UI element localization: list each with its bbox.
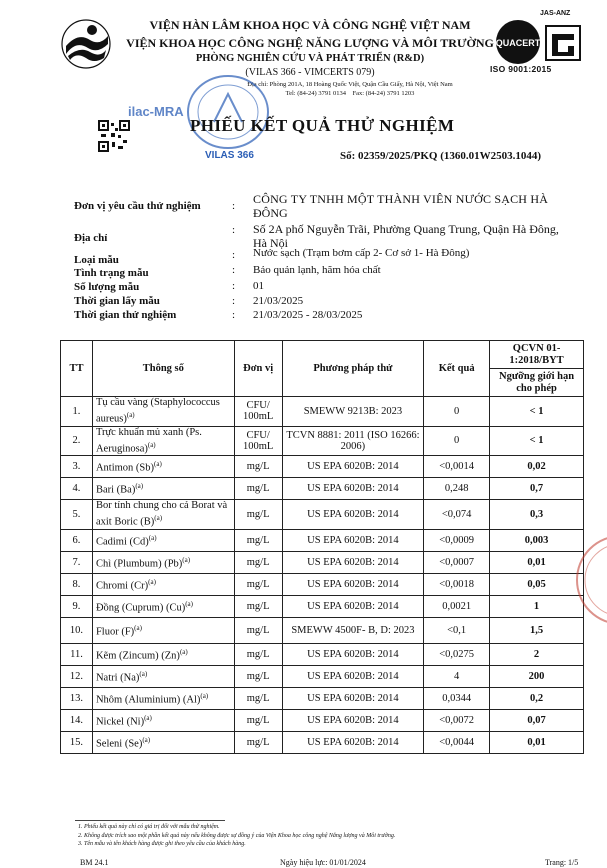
cell-unit-text: mg/L: [246, 461, 270, 472]
cell-param: [92, 397, 234, 427]
cell-method: [282, 397, 424, 427]
cell-method: [282, 500, 424, 530]
cell-unit-text: mg/L: [246, 715, 270, 726]
cell-tt: [61, 644, 93, 666]
header-limit: Ngưỡng giới hạn cho phép: [490, 369, 584, 397]
cell-method-text: SMEWW 9213B: 2023: [303, 405, 403, 417]
cell-param-sup: (a): [134, 624, 142, 633]
cell-tt: [61, 710, 93, 732]
cell-result: [424, 688, 490, 710]
cell-limit: [490, 397, 584, 427]
cell-unit-text: mg/L: [246, 483, 270, 494]
cell-method-text: US EPA 6020B: 2014: [307, 601, 399, 612]
sample-type-label: Loại mẫu: [74, 254, 119, 266]
cell-limit: [490, 500, 584, 530]
cell-limit-text: 2: [533, 649, 540, 660]
fax-text: Fax: (84-24) 3791 1203: [352, 90, 415, 97]
cell-result: [424, 666, 490, 688]
cell-param-sup: (a): [135, 482, 144, 491]
results-body: [61, 397, 584, 754]
cell-limit: [490, 574, 584, 596]
cell-param: [92, 666, 234, 688]
table-row: [61, 397, 584, 427]
cell-limit-text: 0,3: [529, 509, 544, 520]
footnotes: [78, 823, 395, 849]
test-time-value: 21/03/2025 - 28/03/2025: [253, 309, 363, 321]
cell-result-text: 0,0021: [442, 601, 472, 612]
cell-method-text: US EPA 6020B: 2014: [307, 535, 399, 546]
cell-result: [424, 596, 490, 618]
cell-unit: [234, 552, 282, 574]
header-result: Kết quả: [424, 341, 490, 397]
cell-result: [424, 456, 490, 478]
cell-limit: [490, 666, 584, 688]
cell-method: [282, 456, 424, 478]
cell-limit: [490, 688, 584, 710]
cell-result: [424, 500, 490, 530]
document-number: Số: 02359/2025/PKQ (1360.01W2503.1044): [340, 150, 542, 162]
cell-limit: [490, 426, 584, 456]
cell-param-text: Bari (Ba): [95, 484, 136, 496]
cell-limit: [490, 732, 584, 754]
cell-limit: [490, 456, 584, 478]
footnote-2: 2. Không được trích sao một phần kết quả này nếu không được sự đồng ý của Viện Khoa học công nghệ Năng lượng và Môi trường.: [78, 832, 396, 839]
cell-unit-text: mg/L: [246, 601, 270, 612]
phone-text: Tel: (84-24) 3791 0134: [285, 90, 346, 97]
cell-tt: [61, 688, 93, 710]
table-row: [61, 618, 584, 644]
iso-label: ISO 9001:2015: [490, 64, 552, 74]
cell-result: [424, 732, 490, 754]
cell-unit-text: mg/L: [246, 737, 270, 748]
vilas-label: VILAS 366: [205, 150, 254, 161]
cell-tt-text: 15.: [69, 737, 84, 748]
cell-result: [424, 478, 490, 500]
cell-limit: [490, 478, 584, 500]
cell-tt-text: 11.: [70, 649, 83, 660]
cell-result-text: 4: [454, 671, 460, 682]
requester-label: Đơn vị yêu cầu thử nghiệm: [74, 200, 201, 212]
cell-method-text: TCVN 8881: 2011 (ISO 16266: 2006): [286, 429, 420, 452]
jas-anz-label: JAS-ANZ: [540, 10, 571, 17]
table-row: [61, 426, 584, 456]
cell-param: [92, 478, 234, 500]
cell-method: [282, 732, 424, 754]
cell-param-text: Chromi (Cr): [95, 580, 149, 592]
cell-param: [92, 596, 234, 618]
cell-unit: [234, 426, 282, 456]
cell-tt-text: 13.: [69, 693, 84, 704]
form-code: BM 24.1: [80, 858, 109, 867]
cell-unit: [234, 478, 282, 500]
cell-param: [92, 574, 234, 596]
effective-date: Ngày hiệu lực: 01/01/2024: [280, 858, 366, 867]
cell-tt: [61, 666, 93, 688]
cell-limit-text: < 1: [529, 435, 544, 447]
document-title: PHIẾU KẾT QUẢ THỬ NGHIỆM: [190, 116, 455, 135]
cell-param-text: Fluor (F): [95, 626, 135, 638]
cell-result-text: <0,0018: [439, 579, 475, 590]
cell-tt-text: 12.: [69, 671, 84, 682]
table-row: [61, 666, 584, 688]
cell-result-text: <0,1: [447, 625, 467, 636]
cell-unit: [234, 456, 282, 478]
cell-param-sup: (a): [148, 534, 157, 543]
cell-tt: [61, 397, 93, 427]
cell-result-text: <0,0072: [439, 715, 475, 726]
cell-param-sup: (a): [185, 600, 193, 609]
cell-param-text: Trực khuẩn mủ xanh (Ps. Aeruginosa): [95, 426, 202, 454]
cell-method-text: US EPA 6020B: 2014: [307, 649, 399, 660]
cell-limit-text: 1,5: [529, 625, 544, 636]
cell-tt: [61, 732, 93, 754]
sample-qty-value: 01: [253, 280, 264, 292]
sample-state-value: Bảo quản lạnh, hãm hóa chất: [253, 264, 381, 276]
cell-result: [424, 710, 490, 732]
cell-param-sup: (a): [200, 692, 209, 701]
cell-param-sup: (a): [139, 670, 148, 679]
cell-result: [424, 426, 490, 456]
cell-unit-text: mg/L: [246, 535, 270, 546]
cell-param-text: Bor tính chung cho cả Borat và axit Boric (B): [95, 500, 228, 528]
test-time-label: Thời gian thử nghiệm: [74, 309, 177, 321]
cell-param-sup: (a): [154, 460, 162, 469]
cell-method: [282, 666, 424, 688]
cell-tt: [61, 530, 93, 552]
cell-result-text: <0,0007: [439, 557, 475, 568]
sampling-time-label: Thời gian lấy mẫu: [74, 295, 160, 307]
header-line-3: PHÒNG NGHIÊN CỨU VÀ PHÁT TRIỂN (R&D): [195, 53, 425, 64]
cell-method: [282, 530, 424, 552]
header-unit: Đơn vị: [234, 341, 282, 397]
cell-param: [92, 732, 234, 754]
cell-param-sup: (a): [144, 714, 152, 723]
cell-tt-text: 10.: [69, 625, 84, 636]
header-line-2: VIỆN KHOA HỌC CÔNG NGHỆ NĂNG LƯỢNG VÀ MÔI TRƯỜNG: [126, 36, 494, 50]
cell-param-text: Nickel (Ni): [95, 716, 145, 728]
cell-result-text: <0,0014: [439, 461, 475, 472]
cell-tt-text: 7.: [72, 557, 81, 568]
sample-type-value: Nước sạch (Trạm bơm cấp 2- Cơ sở 1- Hà Đông): [253, 247, 470, 259]
cell-method: [282, 574, 424, 596]
cell-tt-text: 4.: [72, 483, 81, 494]
header-qcvn: QCVN 01-1:2018/BYT: [490, 341, 584, 369]
cell-limit: [490, 618, 584, 644]
requester-value-2: ĐÔNG: [253, 206, 288, 220]
cell-result: [424, 644, 490, 666]
cell-limit: [490, 644, 584, 666]
cell-unit-text: mg/L: [246, 649, 270, 660]
cell-result-text: <0,074: [441, 509, 472, 520]
cell-limit: [490, 552, 584, 574]
cell-param-text: Cadimi (Cd): [95, 536, 149, 548]
colon: :: [232, 264, 236, 276]
cell-tt: [61, 478, 93, 500]
cell-result-text: 0,248: [444, 483, 469, 494]
cell-unit: [234, 397, 282, 427]
cell-unit: [234, 666, 282, 688]
cell-limit-text: 0,01: [527, 557, 546, 568]
cell-unit-text: mg/L: [246, 579, 270, 590]
cell-limit-text: 0,07: [527, 715, 546, 726]
cell-unit-text: mg/L: [246, 557, 270, 568]
cell-method: [282, 688, 424, 710]
cell-param: [92, 456, 234, 478]
cell-method: [282, 478, 424, 500]
header-method: Phương pháp thử: [282, 341, 424, 397]
header-line-1: VIỆN HÀN LÂM KHOA HỌC VÀ CÔNG NGHỆ VIỆT NAM: [149, 18, 471, 32]
cell-unit-text: CFU/ 100mL: [242, 429, 274, 452]
cell-method-text: US EPA 6020B: 2014: [307, 715, 399, 726]
cell-limit: [490, 710, 584, 732]
cell-result-text: <0,0044: [439, 737, 475, 748]
cell-param-text: Nhôm (Aluminium) (Al): [95, 694, 201, 706]
table-row: [61, 732, 584, 754]
cell-method-text: US EPA 6020B: 2014: [307, 509, 399, 520]
cell-tt: [61, 596, 93, 618]
cell-param-sup: (a): [154, 514, 163, 523]
requester-value-1: CÔNG TY TNHH MỘT THÀNH VIÊN NƯỚC SẠCH HÀ: [253, 192, 549, 206]
cell-result-text: <0,0009: [439, 535, 475, 546]
cell-method: [282, 618, 424, 644]
cell-method: [282, 644, 424, 666]
cell-param: [92, 500, 234, 530]
cell-unit-text: mg/L: [246, 693, 270, 704]
table-row: [61, 552, 584, 574]
cell-method: [282, 710, 424, 732]
cell-param-text: Đồng (Cuprum) (Cu): [95, 602, 186, 614]
table-row: [61, 596, 584, 618]
cell-result: [424, 530, 490, 552]
cell-unit: [234, 574, 282, 596]
cell-param-text: Antimon (Sb): [95, 462, 154, 474]
table-row: [61, 500, 584, 530]
accreditation-stamp: [118, 72, 278, 152]
cell-result: [424, 618, 490, 644]
cell-param-sup: (a): [147, 440, 156, 449]
cell-param-sup: (a): [179, 648, 188, 657]
cell-method: [282, 552, 424, 574]
cell-param-sup: (a): [148, 578, 156, 587]
colon: :: [232, 224, 236, 236]
cell-param: [92, 530, 234, 552]
cell-param: [92, 426, 234, 456]
cell-result-text: 0,0344: [442, 693, 472, 704]
cell-param-text: Kẽm (Zincum) (Zn): [95, 650, 180, 662]
cell-param-sup: (a): [142, 736, 151, 745]
cell-unit-text: CFU/ 100mL: [242, 400, 274, 423]
svg-text:QUACERT: QUACERT: [495, 38, 541, 48]
address-label: Địa chỉ: [74, 232, 108, 244]
cell-method-text: US EPA 6020B: 2014: [307, 483, 399, 494]
cell-method: [282, 596, 424, 618]
cell-method-text: US EPA 6020B: 2014: [307, 557, 399, 568]
cell-tt-text: 3.: [72, 461, 81, 472]
cell-tt-text: 1.: [72, 405, 81, 417]
cell-limit-text: 1: [533, 601, 540, 612]
cell-param-text: Tụ cầu vàng (Staphylococcus aureus): [95, 397, 220, 425]
cell-unit: [234, 618, 282, 644]
cell-param-sup: (a): [126, 411, 135, 419]
cell-tt-text: 2.: [72, 435, 81, 447]
address-value-1: Số 2A phố Nguyễn Trãi, Phường Quang Trung, Quận Hà Đông,: [253, 222, 559, 236]
cell-unit: [234, 688, 282, 710]
cell-limit: [490, 596, 584, 618]
sampling-time-value: 21/03/2025: [253, 295, 304, 307]
header-line-4: (VILAS 366 - VIMCERTS 079): [245, 67, 375, 78]
address-text: Địa chỉ: Phòng 201A, 18 Hoàng Quốc Việt, Quận Cầu Giấy, Hà Nội, Việt Nam: [247, 81, 453, 88]
cell-tt: [61, 574, 93, 596]
cell-param: [92, 618, 234, 644]
cell-method-text: US EPA 6020B: 2014: [307, 693, 399, 704]
table-row: [61, 478, 584, 500]
cell-result: [424, 574, 490, 596]
cell-tt: [61, 552, 93, 574]
cell-param: [92, 688, 234, 710]
cell-param-text: Chì (Plumbum) (Pb): [95, 558, 183, 570]
footnote-1: 1. Phiếu kết quả này chỉ có giá trị đối với mẫu thử nghiệm.: [78, 824, 220, 830]
colon: :: [232, 309, 236, 321]
cell-result: [424, 397, 490, 427]
cell-tt: [61, 426, 93, 456]
cell-method-text: US EPA 6020B: 2014: [307, 671, 399, 682]
cell-param: [92, 710, 234, 732]
cell-limit-text: 0,02: [527, 461, 546, 472]
cell-result-text: 0: [454, 435, 460, 447]
cell-limit-text: < 1: [529, 405, 544, 417]
results-table: [60, 340, 584, 754]
colon: :: [232, 295, 236, 307]
cell-tt: [61, 500, 93, 530]
cell-limit-text: 0,01: [527, 737, 546, 748]
cell-unit-text: mg/L: [246, 625, 270, 636]
svg-text:ilac-MRA: ilac-MRA: [128, 104, 184, 119]
sample-state-label: Tình trạng mẫu: [74, 267, 149, 279]
qr-code: [98, 120, 130, 152]
cell-param: [92, 644, 234, 666]
cell-param-text: Seleni (Se): [95, 738, 143, 750]
cell-result-text: 0: [454, 405, 460, 417]
cell-tt: [61, 456, 93, 478]
cell-limit-text: 0,2: [529, 693, 544, 704]
cell-param: [92, 552, 234, 574]
footnote-divider: [75, 820, 225, 821]
cell-tt: [61, 618, 93, 644]
sample-qty-label: Số lượng mẫu: [74, 281, 140, 293]
cell-tt-text: 8.: [72, 579, 81, 590]
address-value-2: Hà Nội: [253, 236, 288, 250]
cell-tt-text: 6.: [72, 535, 81, 546]
cell-method: [282, 426, 424, 456]
cell-tt-text: 5.: [72, 509, 81, 520]
cell-result-text: <0,0275: [439, 649, 475, 660]
cell-limit-text: 0,7: [529, 483, 544, 494]
cell-method-text: US EPA 6020B: 2014: [307, 737, 399, 748]
table-row: [61, 644, 584, 666]
colon: :: [232, 280, 236, 292]
cell-unit-text: mg/L: [246, 671, 270, 682]
table-row: [61, 456, 584, 478]
cell-param-text: Natri (Na): [95, 672, 140, 684]
page-number: Trang: 1/5: [545, 858, 579, 867]
colon: :: [232, 249, 236, 261]
table-row: [61, 530, 584, 552]
table-row: [61, 710, 584, 732]
red-stamp: [575, 520, 607, 640]
cell-param-sup: (a): [182, 556, 191, 565]
table-row: [61, 574, 584, 596]
cell-unit: [234, 596, 282, 618]
cell-unit: [234, 530, 282, 552]
header-param: Thông số: [92, 341, 234, 397]
cell-method-text: US EPA 6020B: 2014: [307, 461, 399, 472]
colon: :: [232, 200, 236, 212]
cell-limit-text: 200: [528, 671, 545, 682]
institute-logo: [60, 18, 112, 70]
table-row: [61, 688, 584, 710]
cell-unit-text: mg/L: [246, 509, 270, 520]
cell-result: [424, 552, 490, 574]
header-tt: TT: [61, 341, 93, 397]
footnote-3: 3. Tên mẫu và tên khách hàng được ghi theo yêu cầu của khách hàng.: [78, 841, 246, 847]
cell-limit-text: 0,003: [524, 535, 549, 546]
cell-limit-text: 0,05: [527, 579, 546, 590]
cell-unit: [234, 500, 282, 530]
cell-unit: [234, 710, 282, 732]
cell-unit: [234, 644, 282, 666]
cell-method-text: US EPA 6020B: 2014: [307, 579, 399, 590]
cell-unit: [234, 732, 282, 754]
cell-tt-text: 14.: [69, 715, 84, 726]
cell-limit: [490, 530, 584, 552]
cell-method-text: SMEWW 4500F- B, D: 2023: [291, 625, 415, 636]
cell-tt-text: 9.: [72, 601, 81, 612]
